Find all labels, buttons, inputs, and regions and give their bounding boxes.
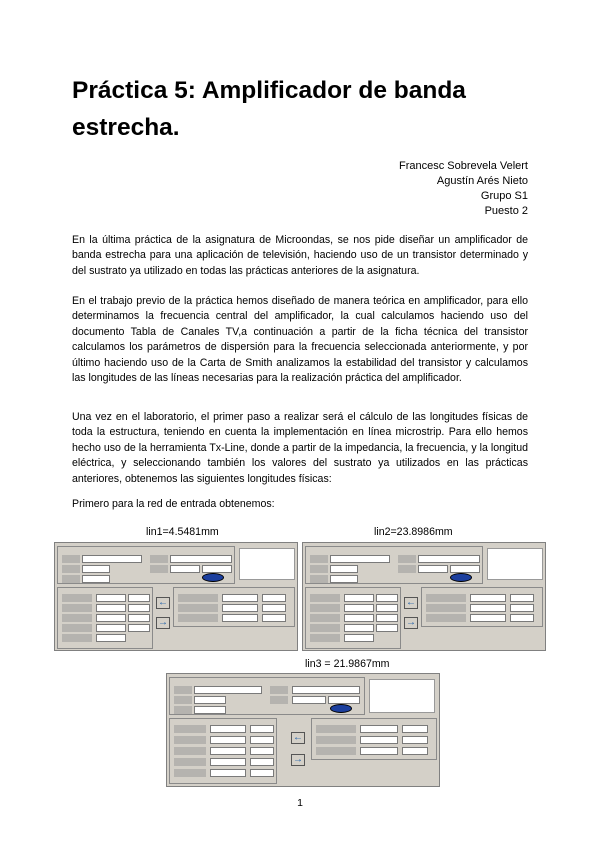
analyze-arrow-icon[interactable]: → xyxy=(293,754,303,765)
page-number: 1 xyxy=(297,797,303,809)
paragraph-lab: Una vez en el laboratorio, el primer paso a realizar será el cálculo de las longitudes físicas de toda la estructura, teniendo en cuenta la implementación en línea microstrip. Para ello hemos hecho uso de la herramienta Tx-Line, donde a partir de la impedancia, la frecuencia, y la longitud eléctrica, y seleccionando también los valores del sustrato ya utilizados en las prácticas anteriores, obtenemos las siguientes longitudes físicas: xyxy=(72,411,528,485)
author-1: Francesc Sobrevela Velert xyxy=(398,160,528,172)
page-title: Práctica 5: Amplificador de banda estrecha. xyxy=(72,77,466,141)
analyze-arrow-icon[interactable]: → xyxy=(158,617,168,628)
material-parameters-group xyxy=(169,677,365,715)
caption-lin3: lin3 = 21.9867mm xyxy=(305,658,390,670)
station-label: Puesto 2 xyxy=(484,205,528,217)
author-block xyxy=(399,159,528,219)
electrical-characteristics-group xyxy=(169,718,277,784)
analyze-arrow-icon[interactable]: → xyxy=(406,617,416,628)
txline-screenshot-lin3 xyxy=(166,673,440,787)
caption-lin2: lin2=23.8986mm xyxy=(374,526,453,538)
author-2: Agustín Arés Nieto xyxy=(436,175,528,187)
material-parameters-group xyxy=(305,546,483,584)
paragraph-previous-work: En el trabajo previo de la práctica hemos diseñado de manera teórica en amplificador, para ello determinamos la frecuencia central del amplificador, la cual calculamos haciendo uso del documento Tabla de Canales TV,a continuación a partir de la ficha técnica del transistor calculamos los parámetros de dispersión para la frecuencia seleccionada anteriormente, y por último haciendo uso de la Carta de Smith analizamos la estabilidad del transistor y calculamos las longitudes de las líneas necesarias para la realización práctica del amplificador. xyxy=(72,295,528,385)
microstrip-diagram xyxy=(369,679,435,713)
caption-lin1: lin1=4.5481mm xyxy=(146,526,219,538)
paragraph-input-network: Primero para la red de entrada obtenemos: xyxy=(72,498,275,510)
txline-screenshot-lin1 xyxy=(54,542,298,651)
electrical-characteristics-group xyxy=(57,587,153,649)
physical-characteristics-group xyxy=(421,587,543,627)
synthesize-arrow-icon[interactable]: ← xyxy=(158,597,168,608)
physical-characteristics-group xyxy=(311,718,437,760)
electrical-characteristics-group xyxy=(305,587,401,649)
microstrip-diagram xyxy=(239,548,295,580)
microstrip-diagram xyxy=(487,548,543,580)
group-label: Grupo S1 xyxy=(480,190,528,202)
synthesize-arrow-icon[interactable]: ← xyxy=(293,732,303,743)
physical-characteristics-group xyxy=(173,587,295,627)
synthesize-arrow-icon[interactable]: ← xyxy=(406,597,416,608)
paragraph-intro: En la última práctica de la asignatura de Microondas, se nos pide diseñar un amplificador de banda estrecha para una aplicación de televisión, haciendo uso de un transistor determinado y del sustrato ya utilizado en todas las prácticas anteriores de la asignatura. xyxy=(72,234,528,277)
txline-screenshot-lin2 xyxy=(302,542,546,651)
material-parameters-group xyxy=(57,546,235,584)
